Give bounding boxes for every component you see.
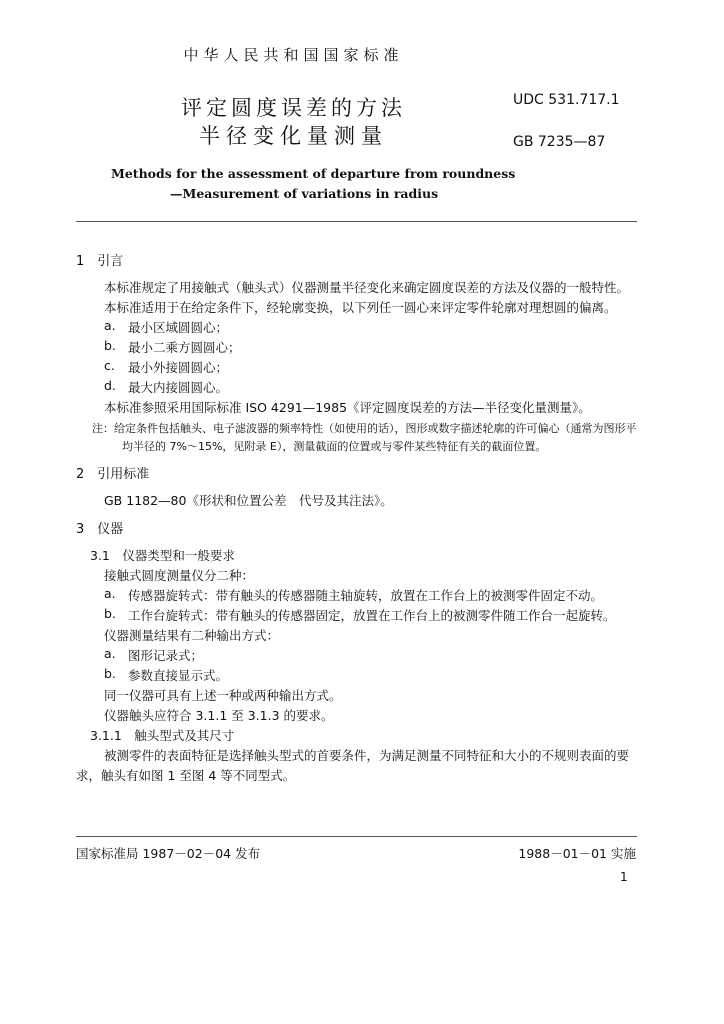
header-divider	[76, 221, 637, 222]
list-item: 参数直接显示式。	[128, 668, 229, 683]
list-item: 最小区域圆圆心；	[128, 320, 229, 335]
section-3-paragraph: 仪器测量结果有二种输出方式：	[104, 628, 280, 643]
section-1-heading: 1 引言	[76, 254, 124, 269]
list-marker: a.	[104, 318, 116, 333]
section-3-paragraph: 被测零件的表面特征是选择触头型式的首要条件，为满足测量不同特征和大小的不规则表面的要	[104, 748, 630, 763]
section-3-heading: 3 仪器	[76, 522, 124, 537]
section-3-paragraph: 求，触头有如图 1 至图 4 等不同型式。	[76, 768, 296, 783]
page-number: 1	[620, 870, 628, 884]
list-item: 最小二乘方圆圆心；	[128, 340, 241, 355]
list-item: 最大内接圆圆心。	[128, 380, 229, 395]
subsection-3-1-heading: 3.1 仪器类型和一般要求	[90, 548, 235, 563]
document-title-line-1: 评定圆度误差的方法	[181, 96, 406, 120]
section-1-paragraph: 本标准规定了用接触式（触头式）仪器测量半径变化来确定圆度误差的方法及仪器的一般特性。	[104, 280, 630, 295]
note-line-1: 注：给定条件包括触头、电子滤波器的频率特性（如使用的话），图形或数字描述轮廓的许可偏心（通常为图形平	[92, 422, 637, 435]
list-marker: b.	[104, 338, 116, 353]
list-item: 图形记录式；	[128, 648, 204, 663]
section-3-paragraph: 同一仪器可具有上述一种或两种输出方式。	[104, 688, 342, 703]
document-title-line-2: 半径变化量测量	[199, 124, 388, 148]
org-title: 中华人民共和国国家标准	[183, 46, 404, 64]
list-marker: a.	[104, 586, 116, 601]
list-item: 传感器旋转式：带有触头的传感器随主轴旋转，放置在工作台上的被测零件固定不动。	[128, 588, 604, 603]
issue-date: 国家标准局 1987－02－04 发布	[76, 846, 261, 861]
note-line-2: 均半径的 7%～15%，见附录 E），测量截面的位置或与零件某些特征有关的截面位置。	[122, 440, 547, 453]
english-title-line-2: —Measurement of variations in radius	[170, 186, 439, 201]
list-item: 工作台旋转式：带有触头的传感器固定，放置在工作台上的被测零件随工作台一起旋转。	[128, 608, 616, 623]
section-1-paragraph: 本标准适用于在给定条件下，经轮廓变换，以下列任一圆心来评定零件轮廓对理想圆的偏离。	[104, 300, 617, 315]
section-3-paragraph: 接触式圆度测量仪分二种：	[104, 568, 255, 583]
list-marker: c.	[104, 358, 115, 373]
english-title-line-1: Methods for the assessment of departure from roundness	[111, 166, 516, 181]
list-marker: a.	[104, 646, 116, 661]
section-2-heading: 2 引用标准	[76, 467, 150, 482]
section-3-paragraph: 仪器触头应符合 3.1.1 至 3.1.3 的要求。	[104, 708, 334, 723]
list-marker: b.	[104, 666, 116, 681]
list-marker: b.	[104, 606, 116, 621]
list-marker: d.	[104, 378, 116, 393]
section-1-reference: 本标准参照采用国际标准 ISO 4291—1985《评定圆度误差的方法—半径变化量测量》。	[104, 400, 591, 415]
section-2-paragraph: GB 1182—80《形状和位置公差 代号及其注法》。	[104, 493, 393, 508]
udc-code: UDC 531.717.1	[513, 92, 620, 108]
subsection-3-1-1-heading: 3.1.1 触头型式及其尺寸	[90, 728, 235, 743]
list-item: 最小外接圆圆心；	[128, 360, 229, 375]
gb-code: GB 7235—87	[513, 134, 606, 150]
footer-divider	[76, 836, 637, 837]
implementation-date: 1988－01－01 实施	[518, 846, 636, 861]
